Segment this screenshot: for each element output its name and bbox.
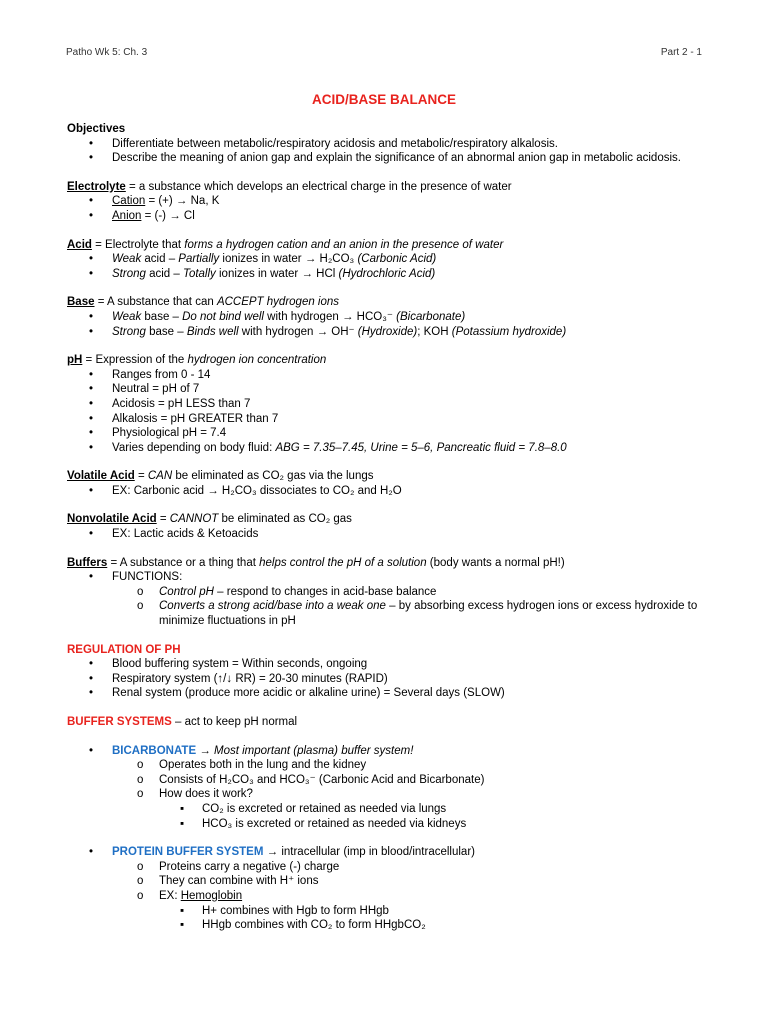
anion-item: • Anion = (-) → Cl xyxy=(89,209,195,222)
buffers-definition: Buffers = A substance or a thing that helps control the pH of a solution (body wants a normal pH!) xyxy=(67,556,565,569)
buffer-function-item: o Converts a strong acid/base into a weak one – by absorbing excess hydrogen ions or excess hydroxide to minimize fluctuations in pH xyxy=(137,600,698,628)
base-definition: Base = A substance that can ACCEPT hydrogen ions xyxy=(67,296,340,309)
protein-buffer-subitem: o EX: Hemoglobin xyxy=(137,889,243,902)
page-title: ACID/BASE BALANCE xyxy=(311,92,456,107)
bicarbonate-detail: ▪ CO₂ is excreted or retained as needed via lungs xyxy=(180,802,447,815)
strong-base-item: • Strong base – Binds well with hydrogen → OH⁻ (Hydroxide); KOH (Potassium hydroxide) xyxy=(89,325,567,338)
volatile-acid-example: • EX: Carbonic acid → H₂CO₃ dissociates to CO₂ and H₂O xyxy=(89,484,402,497)
regulation-heading: REGULATION OF PH xyxy=(67,643,181,656)
objectives-heading: Objectives xyxy=(67,123,126,135)
objective-item: • Differentiate between metabolic/respiratory acidosis and metabolic/respiratory alkalosis. xyxy=(89,137,558,150)
bicarbonate-subitem: o Consists of H₂CO₃ and HCO₃⁻ (Carbonic Acid and Bicarbonate) xyxy=(137,773,485,786)
bicarbonate-subitem: o Operates both in the lung and the kidney xyxy=(137,759,367,772)
protein-buffer-subitem: o They can combine with H⁺ ions xyxy=(137,875,319,888)
nonvolatile-acid-definition: Nonvolatile Acid = CANNOT be eliminated as CO₂ gas xyxy=(67,513,352,526)
weak-base-item: • Weak base – Do not bind well with hydrogen → HCO₃⁻ (Bicarbonate) xyxy=(89,310,466,323)
header-left: Patho Wk 5: Ch. 3 xyxy=(66,47,148,58)
buffers-functions: • FUNCTIONS: xyxy=(89,571,183,584)
protein-buffer-item: • PROTEIN BUFFER SYSTEM → intracellular (imp in blood/intracellular) xyxy=(89,846,475,859)
buffer-systems-heading: BUFFER SYSTEMS – act to keep pH normal xyxy=(67,716,298,728)
weak-acid-item: • Weak acid – Partially ionizes in water → H₂CO₃ (Carbonic Acid) xyxy=(89,253,437,266)
ph-item: • Acidosis = pH LESS than 7 xyxy=(89,397,251,410)
bicarbonate-item: • BICARBONATE → Most important (plasma) buffer system! xyxy=(89,744,414,757)
regulation-item: • Renal system (produce more acidic or alkaline urine) = Several days (SLOW) xyxy=(89,687,505,700)
cation-item: • Cation = (+) → Na, K xyxy=(89,195,220,208)
ph-item: • Ranges from 0 - 14 xyxy=(89,368,211,381)
header-right: Part 2 - 1 xyxy=(660,47,702,58)
bicarbonate-subitem: o How does it work? xyxy=(137,788,253,801)
acid-definition: Acid = Electrolyte that forms a hydrogen cation and an anion in the presence of water xyxy=(67,238,504,251)
ph-item: • Neutral = pH of 7 xyxy=(89,383,200,396)
protein-buffer-subitem: o Proteins carry a negative (-) charge xyxy=(137,860,340,873)
ph-item: • Physiological pH = 7.4 xyxy=(89,427,227,440)
regulation-item: • Blood buffering system = Within seconds, ongoing xyxy=(89,658,368,671)
document-body xyxy=(67,122,707,933)
buffer-function-item: o Control pH – respond to changes in acid-base balance xyxy=(137,585,437,598)
strong-acid-item: • Strong acid – Totally ionizes in water → HCl (Hydrochloric Acid) xyxy=(89,267,436,280)
regulation-item: • Respiratory system (↑/↓ RR) = 20-30 minutes (RAPID) xyxy=(89,672,388,685)
ph-varies-item: • Varies depending on body fluid: ABG = 7.35–7.45, Urine = 5–6, Pancreatic fluid = 7.8–8.0 xyxy=(89,441,567,454)
ph-item: • Alkalosis = pH GREATER than 7 xyxy=(89,412,279,425)
protein-buffer-detail: ▪ H+ combines with Hgb to form HHgb xyxy=(180,904,389,917)
ph-definition: pH = Expression of the hydrogen ion concentration xyxy=(67,354,327,367)
objective-item: • Describe the meaning of anion gap and explain the significance of an abnormal anion gap in metabolic acidosis. xyxy=(89,152,681,165)
volatile-acid-definition: Volatile Acid = CAN be eliminated as CO₂ gas via the lungs xyxy=(67,470,374,483)
protein-buffer-detail: ▪ HHgb combines with CO₂ to form HHgbCO₂ xyxy=(180,919,426,932)
electrolyte-definition: Electrolyte = a substance which develops an electrical charge in the presence of water xyxy=(67,180,512,193)
nonvolatile-acid-example: • EX: Lactic acids & Ketoacids xyxy=(89,528,259,541)
bicarbonate-detail: ▪ HCO₃ is excreted or retained as needed via kidneys xyxy=(180,817,467,830)
